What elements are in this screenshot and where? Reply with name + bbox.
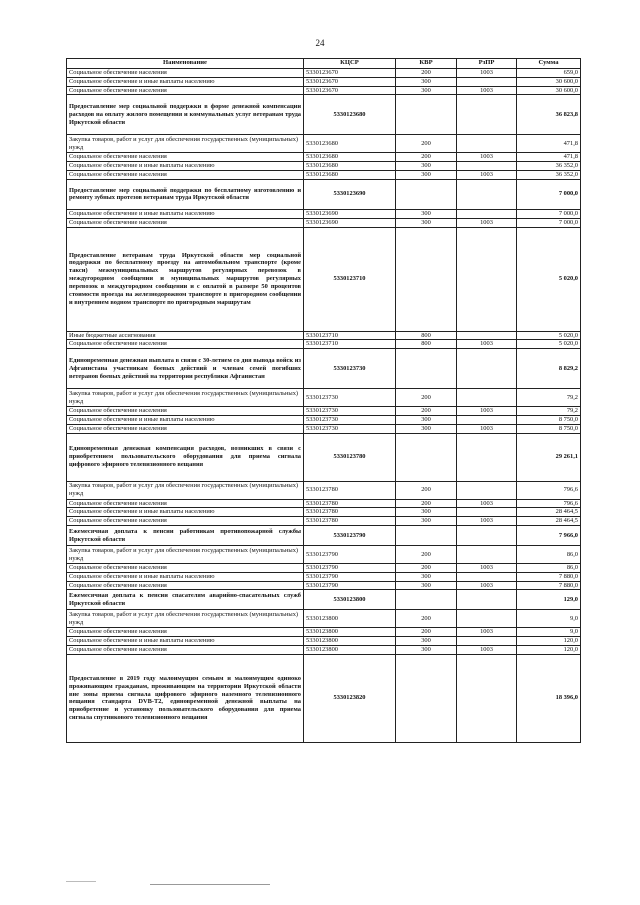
cell-kvr [396, 179, 457, 209]
cell-rzpr [457, 590, 517, 610]
table-row [67, 610, 581, 628]
cell-rzpr: 1003 [457, 628, 517, 637]
cell-kcsr: 5330123680 [304, 171, 396, 180]
cell-sum: 796,6 [517, 499, 581, 508]
cell-sum: 30 600,0 [517, 77, 581, 86]
cell-sum: 86,0 [517, 546, 581, 564]
cell-kvr: 800 [396, 331, 457, 340]
table-row [67, 86, 581, 95]
cell-name: Социальное обеспечение населения [67, 517, 304, 526]
cell-name: Предоставление ветеранам труда Иркутской области мер социальной поддержки по бесплатному проезду на автомобильном транспорте (кроме такси) межмуниципальных маршрутов регулярных перевозок в междугородном сообщении и муниципальных маршрутов регулярных перевозок в междугородном сообщении и с оплатой в размере 50 процентов стоимости проезда на железнодорожном транспорте в пригородном сообщении и внутреннем водном транспорте по пригородным маршрутам [67, 227, 304, 331]
table-row [67, 209, 581, 218]
table-row [67, 227, 581, 331]
cell-rzpr [457, 610, 517, 628]
cell-kcsr: 5330123780 [304, 499, 396, 508]
cell-kvr [396, 95, 457, 135]
cell-rzpr [457, 433, 517, 481]
cell-kcsr: 5330123710 [304, 227, 396, 331]
cell-kcsr: 5330123780 [304, 433, 396, 481]
cell-rzpr [457, 162, 517, 171]
cell-sum: 7 000,0 [517, 209, 581, 218]
cell-sum: 79,2 [517, 407, 581, 416]
cell-sum: 8 750,0 [517, 415, 581, 424]
cell-kvr: 200 [396, 407, 457, 416]
cell-sum: 5 020,0 [517, 331, 581, 340]
cell-name: Социальное обеспечение и иные выплаты населению [67, 209, 304, 218]
cell-rzpr: 1003 [457, 564, 517, 573]
cell-kcsr: 5330123670 [304, 69, 396, 78]
table-row [67, 564, 581, 573]
table-row [67, 526, 581, 546]
cell-kvr: 300 [396, 415, 457, 424]
cell-name: Социальное обеспечение населения [67, 153, 304, 162]
cell-kcsr: 5330123790 [304, 526, 396, 546]
cell-rzpr: 1003 [457, 69, 517, 78]
cell-name: Ежемесячная доплата к пенсии работникам противопожарной службы Иркутской области [67, 526, 304, 546]
cell-kcsr: 5330123670 [304, 86, 396, 95]
cell-rzpr: 1003 [457, 424, 517, 433]
cell-sum: 7 000,0 [517, 179, 581, 209]
cell-kcsr: 5330123780 [304, 481, 396, 499]
cell-rzpr [457, 508, 517, 517]
cell-name: Социальное обеспечение населения [67, 646, 304, 655]
cell-rzpr [457, 481, 517, 499]
cell-kvr: 200 [396, 69, 457, 78]
cell-rzpr [457, 179, 517, 209]
cell-kcsr: 5330123790 [304, 572, 396, 581]
table-row [67, 572, 581, 581]
cell-sum: 36 352,0 [517, 162, 581, 171]
cell-sum: 7 880,0 [517, 581, 581, 590]
table-row [67, 340, 581, 349]
cell-name: Предоставление мер социальной поддержки по бесплатному изготовлению и ремонту зубных протезов ветеранам труда Иркутской области [67, 179, 304, 209]
cell-name: Социальное обеспечение населения [67, 218, 304, 227]
cell-kvr [396, 654, 457, 742]
cell-kvr: 200 [396, 389, 457, 407]
table-row [67, 389, 581, 407]
cell-rzpr [457, 546, 517, 564]
cell-kvr: 300 [396, 572, 457, 581]
cell-kcsr: 5330123780 [304, 517, 396, 526]
cell-name: Ежемесячная доплата к пенсии спасателям аварийно-спасательных служб Иркутской области [67, 590, 304, 610]
cell-kcsr: 5330123730 [304, 415, 396, 424]
cell-kvr: 300 [396, 508, 457, 517]
header-name: Наименование [67, 59, 304, 69]
cell-name: Закупка товаров, работ и услуг для обеспечения государственных (муниципальных) нужд [67, 610, 304, 628]
cell-rzpr [457, 572, 517, 581]
cell-kcsr: 5330123730 [304, 389, 396, 407]
header-kcsr: КЦСР [304, 59, 396, 69]
table-row [67, 433, 581, 481]
table-row [67, 546, 581, 564]
cell-kcsr: 5330123800 [304, 610, 396, 628]
cell-kvr: 200 [396, 135, 457, 153]
cell-kvr: 300 [396, 637, 457, 646]
cell-kvr: 200 [396, 546, 457, 564]
cell-sum: 9,0 [517, 610, 581, 628]
cell-sum: 36 352,0 [517, 171, 581, 180]
cell-name: Закупка товаров, работ и услуг для обеспечения государственных (муниципальных) нужд [67, 135, 304, 153]
table-row [67, 654, 581, 742]
cell-kcsr: 5330123800 [304, 637, 396, 646]
table-row [67, 499, 581, 508]
cell-sum: 8 750,0 [517, 424, 581, 433]
table-row [67, 162, 581, 171]
header-sum: Сумма [517, 59, 581, 69]
table-row [67, 331, 581, 340]
cell-kvr: 300 [396, 162, 457, 171]
table-row [67, 637, 581, 646]
table-row [67, 135, 581, 153]
cell-kvr [396, 590, 457, 610]
table-row [67, 424, 581, 433]
cell-kcsr: 5330123710 [304, 340, 396, 349]
cell-sum: 18 396,0 [517, 654, 581, 742]
cell-kcsr: 5330123690 [304, 179, 396, 209]
cell-kvr: 300 [396, 581, 457, 590]
cell-kvr: 200 [396, 610, 457, 628]
cell-rzpr [457, 331, 517, 340]
cell-rzpr [457, 415, 517, 424]
cell-kcsr: 5330123780 [304, 508, 396, 517]
page-number: 24 [315, 38, 325, 48]
cell-kvr: 800 [396, 340, 457, 349]
budget-table [66, 58, 581, 743]
table-row [67, 153, 581, 162]
cell-rzpr [457, 637, 517, 646]
cell-kvr: 200 [396, 564, 457, 573]
cell-rzpr: 1003 [457, 171, 517, 180]
table-row [67, 508, 581, 517]
cell-sum: 36 823,8 [517, 95, 581, 135]
cell-sum: 8 829,2 [517, 349, 581, 389]
cell-kvr: 300 [396, 86, 457, 95]
cell-rzpr: 1003 [457, 499, 517, 508]
cell-rzpr: 1003 [457, 218, 517, 227]
cell-kvr: 300 [396, 517, 457, 526]
cell-rzpr [457, 389, 517, 407]
cell-name: Социальное обеспечение населения [67, 69, 304, 78]
cell-name: Социальное обеспечение населения [67, 581, 304, 590]
table-row [67, 628, 581, 637]
table-row [67, 349, 581, 389]
cell-name: Социальное обеспечение населения [67, 499, 304, 508]
footer-line [150, 884, 270, 885]
cell-name: Социальное обеспечение и иные выплаты населению [67, 77, 304, 86]
cell-kvr: 200 [396, 499, 457, 508]
cell-name: Социальное обеспечение и иные выплаты населению [67, 508, 304, 517]
cell-kcsr: 5330123730 [304, 407, 396, 416]
cell-kvr [396, 433, 457, 481]
cell-kvr [396, 349, 457, 389]
cell-kvr: 300 [396, 209, 457, 218]
cell-rzpr [457, 135, 517, 153]
cell-kvr [396, 526, 457, 546]
cell-kcsr: 5330123680 [304, 95, 396, 135]
cell-kvr: 300 [396, 171, 457, 180]
cell-kcsr: 5330123800 [304, 590, 396, 610]
cell-name: Социальное обеспечение населения [67, 86, 304, 95]
cell-kvr [396, 227, 457, 331]
header-rzpr: РзПР [457, 59, 517, 69]
table-row [67, 581, 581, 590]
cell-sum: 129,0 [517, 590, 581, 610]
cell-kcsr: 5330123690 [304, 218, 396, 227]
table-row [67, 77, 581, 86]
cell-sum: 29 261,1 [517, 433, 581, 481]
cell-kcsr: 5330123680 [304, 135, 396, 153]
cell-rzpr: 1003 [457, 646, 517, 655]
footer-mark [66, 881, 96, 882]
cell-sum: 7 880,0 [517, 572, 581, 581]
cell-name: Социальное обеспечение населения [67, 424, 304, 433]
cell-rzpr [457, 95, 517, 135]
table-row [67, 517, 581, 526]
cell-kcsr: 5330123790 [304, 581, 396, 590]
table-row [67, 407, 581, 416]
cell-name: Социальное обеспечение населения [67, 564, 304, 573]
table-row [67, 590, 581, 610]
cell-kcsr: 5330123690 [304, 209, 396, 218]
cell-rzpr [457, 227, 517, 331]
table-row [67, 179, 581, 209]
cell-kvr: 300 [396, 218, 457, 227]
cell-name: Социальное обеспечение населения [67, 407, 304, 416]
cell-rzpr: 1003 [457, 86, 517, 95]
cell-sum: 796,6 [517, 481, 581, 499]
cell-sum: 471,8 [517, 135, 581, 153]
cell-rzpr: 1003 [457, 153, 517, 162]
table-row [67, 69, 581, 78]
cell-sum: 9,0 [517, 628, 581, 637]
cell-sum: 5 020,0 [517, 340, 581, 349]
cell-kvr: 300 [396, 77, 457, 86]
cell-sum: 79,2 [517, 389, 581, 407]
cell-kcsr: 5330123670 [304, 77, 396, 86]
cell-kcsr: 5330123790 [304, 546, 396, 564]
cell-sum: 7 000,0 [517, 218, 581, 227]
cell-kvr: 300 [396, 424, 457, 433]
cell-sum: 28 464,5 [517, 508, 581, 517]
cell-kvr: 200 [396, 153, 457, 162]
cell-kvr: 200 [396, 481, 457, 499]
cell-rzpr [457, 209, 517, 218]
cell-kcsr: 5330123800 [304, 646, 396, 655]
cell-name: Единовременная денежная выплата в связи с 30-летием со дня вывода войск из Афганистана участникам боевых действий и членам семей погибших ветеранов боевых действий на территории республики Афганистан [67, 349, 304, 389]
cell-sum: 28 464,5 [517, 517, 581, 526]
header-kvr: КВР [396, 59, 457, 69]
cell-kvr: 200 [396, 628, 457, 637]
cell-sum: 120,0 [517, 637, 581, 646]
cell-sum: 120,0 [517, 646, 581, 655]
cell-name: Социальное обеспечение и иные выплаты населению [67, 415, 304, 424]
cell-name: Социальное обеспечение населения [67, 171, 304, 180]
cell-kcsr: 5330123680 [304, 153, 396, 162]
cell-rzpr: 1003 [457, 340, 517, 349]
cell-name: Единовременная денежная компенсация расходов, возникших в связи с приобретением пользовательского оборудования для приема сигнала цифрового эфирного телевизионного вещания [67, 433, 304, 481]
cell-sum: 471,8 [517, 153, 581, 162]
cell-sum: 30 600,0 [517, 86, 581, 95]
cell-sum: 7 966,0 [517, 526, 581, 546]
cell-name: Социальное обеспечение и иные выплаты населению [67, 162, 304, 171]
cell-name: Социальное обеспечение населения [67, 628, 304, 637]
cell-name: Закупка товаров, работ и услуг для обеспечения государственных (муниципальных) нужд [67, 481, 304, 499]
cell-name: Иные бюджетные ассигнования [67, 331, 304, 340]
cell-kcsr: 5330123790 [304, 564, 396, 573]
cell-rzpr [457, 77, 517, 86]
cell-rzpr [457, 349, 517, 389]
cell-rzpr: 1003 [457, 517, 517, 526]
cell-sum: 659,0 [517, 69, 581, 78]
cell-name: Закупка товаров, работ и услуг для обеспечения государственных (муниципальных) нужд [67, 546, 304, 564]
cell-rzpr: 1003 [457, 581, 517, 590]
table-row [67, 646, 581, 655]
cell-name: Предоставление в 2019 году малоимущим семьям и малоимущим одиноко проживающим гражданам, проживающим на территории Иркутской области вне зоны приема сигнала цифрового эфирного наземного телевизионного вещания стандарта DVB-T2, единовременной денежной выплаты на приобретение и установку пользовательского оборудования для приема сигнала спутникового телевизионного вещания [67, 654, 304, 742]
cell-kcsr: 5330123680 [304, 162, 396, 171]
cell-kcsr: 5330123800 [304, 628, 396, 637]
cell-kvr: 300 [396, 646, 457, 655]
cell-rzpr: 1003 [457, 407, 517, 416]
table-row [67, 171, 581, 180]
table-row [67, 95, 581, 135]
cell-sum: 5 020,0 [517, 227, 581, 331]
cell-name: Социальное обеспечение и иные выплаты населению [67, 637, 304, 646]
cell-kcsr: 5330123730 [304, 349, 396, 389]
cell-name: Предоставление мер социальной поддержки в форме денежной компенсации расходов на оплату жилого помещения и коммунальных услуг ветеранам труда Иркутской области [67, 95, 304, 135]
cell-kcsr: 5330123710 [304, 331, 396, 340]
table-body [67, 69, 581, 743]
table-header-row [67, 59, 581, 69]
table-row [67, 415, 581, 424]
cell-kcsr: 5330123820 [304, 654, 396, 742]
cell-rzpr [457, 654, 517, 742]
cell-rzpr [457, 526, 517, 546]
table-row [67, 481, 581, 499]
cell-name: Социальное обеспечение и иные выплаты населению [67, 572, 304, 581]
cell-kcsr: 5330123730 [304, 424, 396, 433]
cell-sum: 86,0 [517, 564, 581, 573]
table-row [67, 218, 581, 227]
cell-name: Закупка товаров, работ и услуг для обеспечения государственных (муниципальных) нужд [67, 389, 304, 407]
cell-name: Социальное обеспечение населения [67, 340, 304, 349]
